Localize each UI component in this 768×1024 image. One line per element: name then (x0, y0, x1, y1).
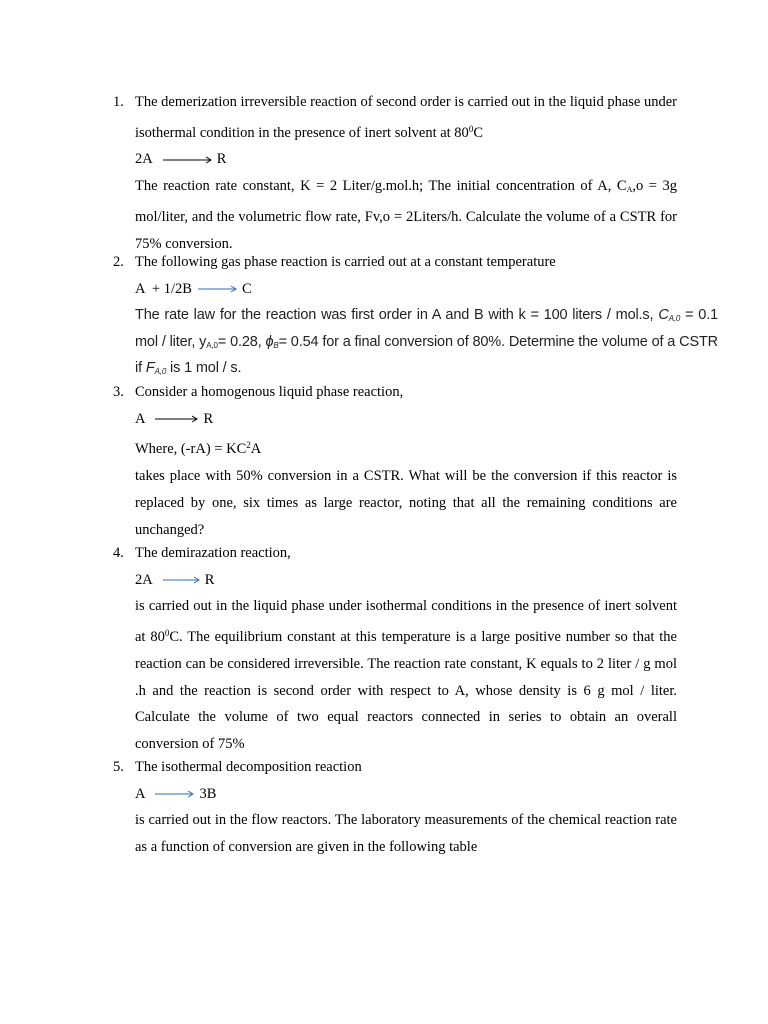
question-2 (113, 249, 718, 384)
reaction-arrow-icon (163, 155, 213, 165)
reaction-equation (135, 146, 677, 173)
reaction-arrow-icon (155, 414, 199, 424)
question-text: takes place with 50% conversion in a CSTR. What will be the conversion if this reactor is replaced by one, six times as large reactor, noting that all the remaining conditions are unchanged? (135, 468, 677, 538)
reactant: A + 1/2B (135, 280, 192, 297)
question-number: 4. (113, 545, 124, 561)
product: 3B (199, 785, 217, 802)
rate-expression: Where, $(-rA) = KC^2A$ (135, 440, 262, 458)
question-4 (113, 540, 677, 758)
reactant: 2A (135, 571, 153, 588)
question-number: 3. (113, 384, 124, 400)
question-number: 2. (113, 254, 124, 270)
reactant: 2A (135, 151, 153, 168)
question-text: The demirazation reaction, (135, 545, 291, 561)
product: C (241, 280, 252, 297)
product: R (216, 151, 227, 168)
question-text: The following gas phase reaction is carried out at a constant temperature (135, 254, 556, 270)
reactant: A (135, 410, 146, 427)
reaction-equation (135, 406, 677, 433)
product: R (203, 410, 214, 427)
reaction-equation (135, 567, 677, 594)
reaction-equation (135, 276, 677, 303)
question-5 (113, 754, 677, 861)
question-number: 1. (113, 94, 124, 110)
question-text: is carried out in the liquid phase under isothermal conditions in the presence of inert solvent at $80^0C$. The equilibrium constant at this temperature is a large positive number so that the reaction can be considered irreversible. The reaction rate constant, K equals to 2 liter / g mol .h and the reaction is second order with respect to A, whose density is 6 g mol / liter. Calculate the volume of two equal reactors connected in series to obtain an overall conversion of 75% (135, 598, 677, 752)
product: R (204, 571, 215, 588)
reaction-arrow-icon (163, 575, 201, 585)
reaction-equation (135, 781, 677, 808)
reactant: A (135, 785, 146, 802)
question-text-image: The rate law for the reaction was first order in A and B with k = 100 liters / mol.s, $C_{A,0} = 0.1$ mol / liter, $y_{A,0}= 0.28$, $\phi_B= 0.54$ for a final conversion of 80%. Determine the volume of a CSTR if $F_{A,0}$ is 1 mol / s. (135, 307, 718, 377)
question-text: The demerization irreversible reaction of second order is carried out in the liquid phase under isothermal condition in the presence of inert solvent at $80^0C$ (135, 94, 677, 141)
reaction-arrow-icon (198, 284, 238, 294)
reaction-arrow-icon (155, 789, 195, 799)
question-text: The reaction rate constant, K = 2 Liter/g.mol.h; The initial concentration of A, $C_A,o = 3g$ mol/liter, and the volumetric flow rate, Fv,o = 2Liters/h. Calculate the volume of a CSTR for 75% conversion. (135, 178, 677, 252)
question-text: The isothermal decomposition reaction (135, 759, 362, 775)
question-text: Consider a homogenous liquid phase reaction, (135, 384, 404, 400)
question-number: 5. (113, 759, 124, 775)
question-3 (113, 379, 677, 543)
question-text: is carried out in the flow reactors. The laboratory measurements of the chemical reaction rate as a function of conversion are given in the following table (135, 812, 677, 856)
question-1 (113, 89, 677, 257)
